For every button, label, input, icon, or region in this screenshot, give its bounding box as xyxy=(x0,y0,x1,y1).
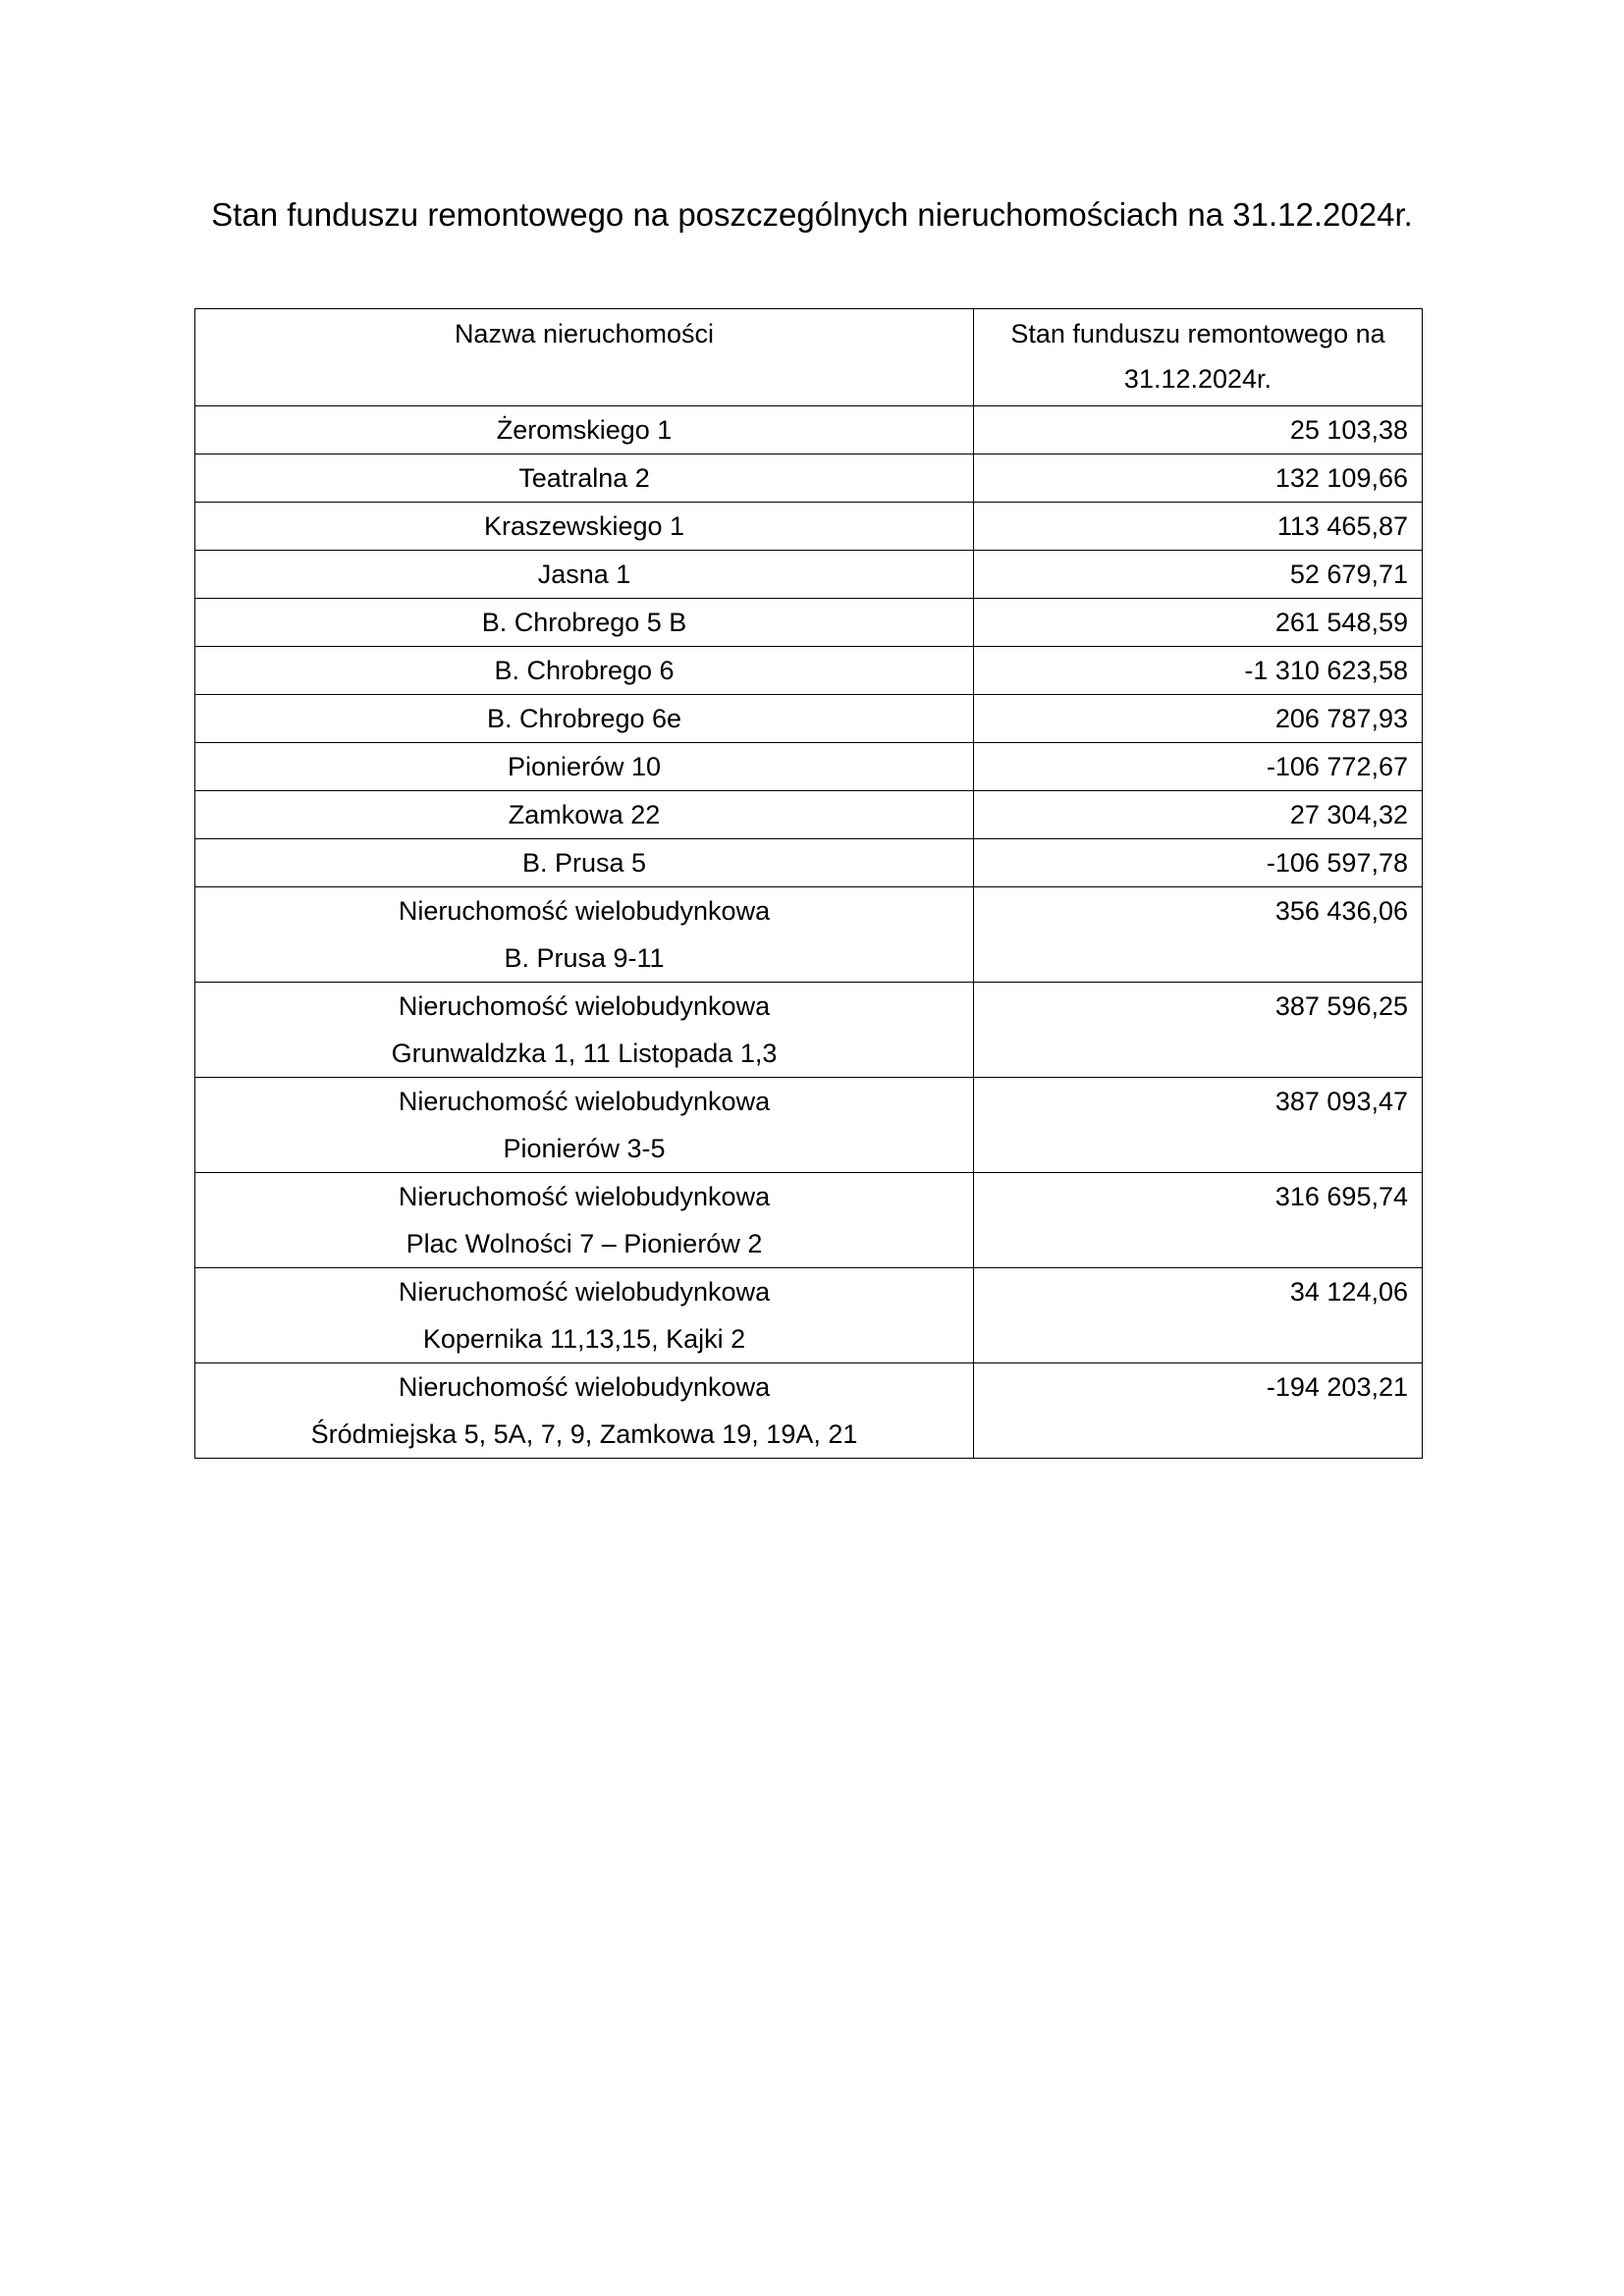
fund-balance: 132 109,66 xyxy=(974,454,1423,503)
property-name-line1: Nieruchomość wielobudynkowa xyxy=(398,1277,771,1307)
property-name-line2: Kopernika 11,13,15, Kajki 2 xyxy=(422,1324,746,1354)
fund-balance: 27 304,32 xyxy=(974,791,1423,839)
property-name-line2: Grunwaldzka 1, 11 Listopada 1,3 xyxy=(391,1039,778,1068)
fund-balance: 25 103,38 xyxy=(974,406,1423,454)
table-header-row xyxy=(195,309,1423,406)
header-fund-balance-line1: Stan funduszu remontowego na xyxy=(1010,319,1385,348)
property-name xyxy=(195,1363,974,1459)
table-row xyxy=(195,1363,1423,1459)
fund-balance: -1 310 623,58 xyxy=(974,647,1423,695)
property-name: Kraszewskiego 1 xyxy=(195,503,974,551)
fund-balance: 316 695,74 xyxy=(974,1173,1423,1268)
table-row xyxy=(195,503,1423,551)
property-name: Pionierów 10 xyxy=(195,743,974,791)
table-row xyxy=(195,743,1423,791)
property-name: Jasna 1 xyxy=(195,551,974,599)
table-row xyxy=(195,406,1423,454)
header-property-name xyxy=(195,309,974,406)
fund-balance: 387 093,47 xyxy=(974,1078,1423,1173)
table-row xyxy=(195,887,1423,983)
table-row xyxy=(195,1078,1423,1173)
property-name: B. Prusa 5 xyxy=(195,839,974,887)
table-row xyxy=(195,454,1423,503)
property-name-line2: Pionierów 3-5 xyxy=(503,1134,666,1163)
property-name-line1: Nieruchomość wielobudynkowa xyxy=(398,896,771,926)
fund-balance: 387 596,25 xyxy=(974,983,1423,1078)
property-name: B. Chrobrego 6e xyxy=(195,695,974,743)
table-row xyxy=(195,839,1423,887)
table-row xyxy=(195,1173,1423,1268)
fund-balance: 34 124,06 xyxy=(974,1268,1423,1363)
property-name-line2: Śródmiejska 5, 5A, 7, 9, Zamkowa 19, 19A, 21 xyxy=(310,1419,858,1449)
fund-balance: 206 787,93 xyxy=(974,695,1423,743)
property-name-line1: Nieruchomość wielobudynkowa xyxy=(398,1372,771,1402)
table-row xyxy=(195,695,1423,743)
property-name-line1: Nieruchomość wielobudynkowa xyxy=(398,1087,771,1116)
property-name: Żeromskiego 1 xyxy=(195,406,974,454)
property-name xyxy=(195,983,974,1078)
property-name: B. Chrobrego 5 B xyxy=(195,599,974,647)
property-name xyxy=(195,887,974,983)
table-row xyxy=(195,1268,1423,1363)
header-property-name-label: Nazwa nieruchomości xyxy=(454,319,715,348)
fund-balance: 261 548,59 xyxy=(974,599,1423,647)
property-name xyxy=(195,1268,974,1363)
property-name: B. Chrobrego 6 xyxy=(195,647,974,695)
property-name: Zamkowa 22 xyxy=(195,791,974,839)
fund-balance: 113 465,87 xyxy=(974,503,1423,551)
fund-balance: -106 772,67 xyxy=(974,743,1423,791)
table-row xyxy=(195,599,1423,647)
page-title: Stan funduszu remontowego na poszczególnych nieruchomościach na 31.12.2024r. xyxy=(211,196,1413,233)
fund-balance: -194 203,21 xyxy=(974,1363,1423,1459)
table-row xyxy=(195,791,1423,839)
property-name-line2: B. Prusa 9-11 xyxy=(504,943,665,973)
repair-fund-table xyxy=(194,308,1423,1459)
table-row xyxy=(195,551,1423,599)
property-name-line2: Plac Wolności 7 – Pionierów 2 xyxy=(406,1229,763,1258)
property-name: Teatralna 2 xyxy=(195,454,974,503)
fund-balance: 52 679,71 xyxy=(974,551,1423,599)
fund-balance: 356 436,06 xyxy=(974,887,1423,983)
property-name-line1: Nieruchomość wielobudynkowa xyxy=(398,1182,771,1211)
header-fund-balance xyxy=(974,309,1423,406)
table-row xyxy=(195,983,1423,1078)
header-fund-balance-line2: 31.12.2024r. xyxy=(1123,364,1272,394)
table-row xyxy=(195,647,1423,695)
fund-balance: -106 597,78 xyxy=(974,839,1423,887)
property-name xyxy=(195,1078,974,1173)
property-name-line1: Nieruchomość wielobudynkowa xyxy=(398,991,771,1021)
property-name xyxy=(195,1173,974,1268)
